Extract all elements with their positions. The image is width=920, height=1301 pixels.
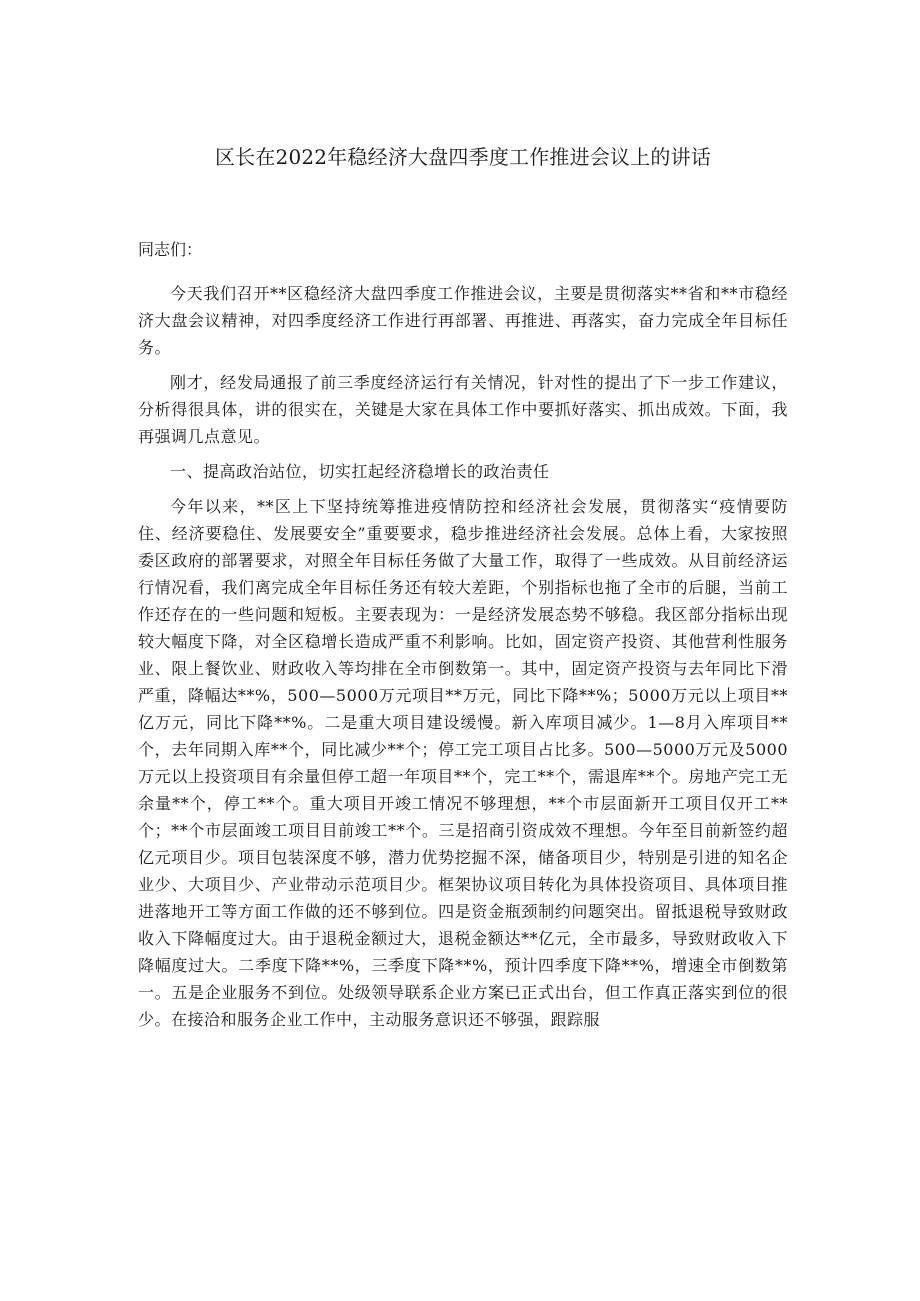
paragraph: 今天我们召开**区稳经济大盘四季度工作推进会议，主要是贯彻落实**省和**市稳经济大盘会议精神，对四季度经济工作进行再部署、再推进、再落实，奋力完成全年目标任务。 bbox=[138, 284, 788, 357]
document-title: 区长在2022年稳经济大盘四季度工作推进会议上的讲话 bbox=[214, 145, 712, 169]
document-body bbox=[138, 280, 788, 1041]
section-heading: 一、提高政治站位，切实扛起经济稳增长的政治责任 bbox=[170, 462, 550, 481]
paragraph: 今年以来，**区上下坚持统筹推进疫情防控和经济社会发展，贯彻落实“疫情要防住、经济要稳住、发展要安全”重要要求，稳步推进经济社会发展。总体上看，大家按照委区政府的部署要求，对照全年目标任务做了大量工作，取得了一些成效。从目前经济运行情况看，我们离完成全年目标任务还有较大差距，个别指标也拖了全市的后腿，当前工作还存在的一些问题和短板。主要表现为：一是经济发展态势不够稳。我区部分指标出现较大幅度下降，对全区稳增长造成严重不利影响。比如，固定资产投资、其他营利性服务业、限上餐饮业、财政收入等均排在全市倒数第一。其中，固定资产投资与去年同比下滑严重，降幅达**%，500—5000万元项目**万元，同比下降**%；5000万元以上项目**亿万元，同比下降**%。二是重大项目建设缓慢。新入库项目减少。1—8月入库项目**个，去年同期入库**个，同比减少**个；停工完工项目占比多。500—5000万元及5000万元以上投资项目有余量但停工超一年项目**个，完工**个，需退库**个。房地产完工无余量**个，停工**个。重大项目开竣工情况不够理想，**个市层面新开工项目仅开工**个；**个市层面竣工项目目前竣工**个。三是招商引资成效不理想。今年至目前新签约超亿元项目少。项目包装深度不够，潜力优势挖掘不深，储备项目少，特别是引进的知名企业少、大项目少、产业带动示范项目少。框架协议项目转化为具体投资项目、具体项目推进落地开工等方面工作做的还不够到位。四是资金瓶颈制约问题突出。留抵退税导致财政收入下降幅度过大。由于退税金额过大，退税金额达**亿元，全市最多，导致财政收入下降幅度过大。二季度下降**%，三季度下降**%，预计四季度下降**%，增速全市倒数第一。五是企业服务不到位。处级领导联系企业方案已正式出台，但工作真正落实到位的很少。在接洽和服务企业工作中，主动服务意识还不够强，跟踪服 bbox=[138, 497, 788, 1029]
salutation: 同志们： bbox=[138, 240, 203, 259]
paragraph: 刚才，经发局通报了前三季度经济运行有关情况，针对性的提出了下一步工作建议，分析得很具体，讲的很实在，关键是大家在具体工作中要抓好落实、抓出成效。下面，我再强调几点意见。 bbox=[138, 373, 788, 446]
